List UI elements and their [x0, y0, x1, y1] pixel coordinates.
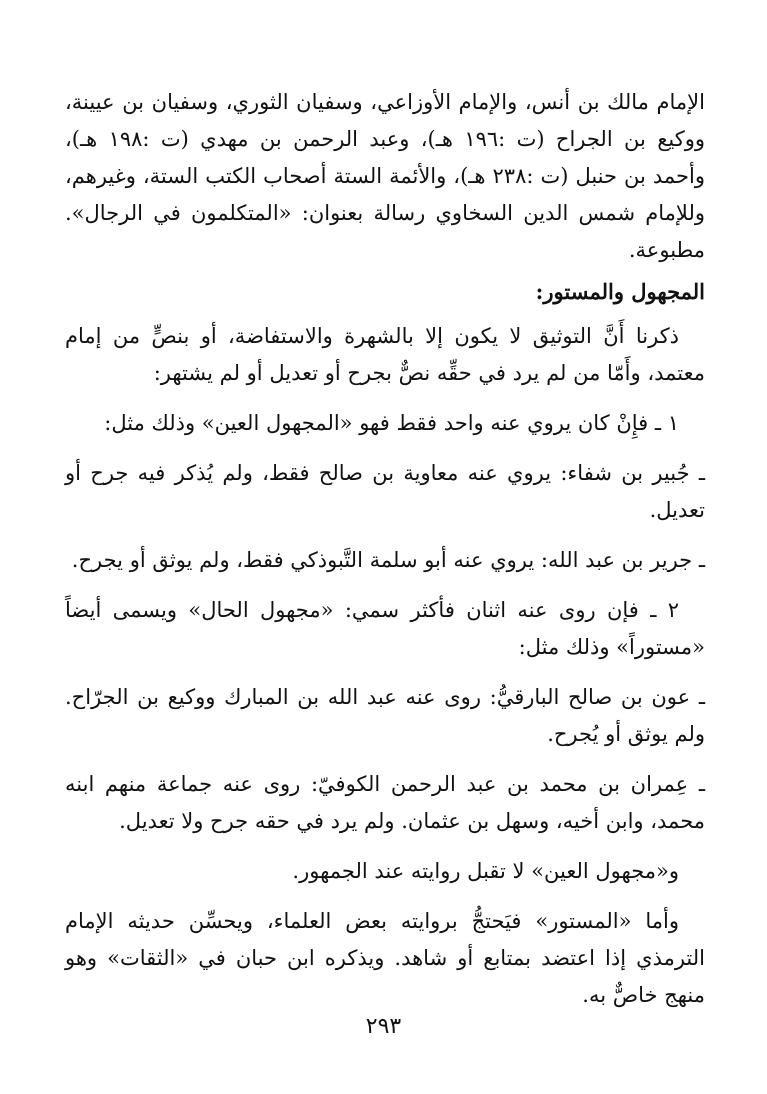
paragraph-ruling-majhul: و«مجهول العين» لا تقبل روايته عند الجمهور.: [292, 859, 679, 883]
page-body: [65, 84, 705, 1027]
example-awn: ـ عون بن صالح البارقيُّ: روى عنه عبد الله بن المبارك ووكيع بن الجرّاح. ولم يوثق أو يُجرح.: [65, 685, 705, 746]
section-heading-majhul-mastur: المجهول والمستور:: [535, 279, 705, 304]
example-jubayr: ـ جُبير بن شفاء: يروي عنه معاوية بن صالح فقط، ولم يُذكر فيه جرح أو تعديل.: [65, 461, 705, 522]
paragraph-majhul-al-ayn: ١ ـ فإِنْ كان يروي عنه واحد فقط فهو «المجهول العين» وذلك مثل:: [104, 411, 679, 435]
example-jarir: ـ جرير بن عبد الله: يروي عنه أبو سلمة التَّبوذكي فقط، ولم يوثق أو يجرح.: [71, 548, 705, 572]
paragraph-ruling-mastur: وأما «المستور» فيَحتجُّ بروايته بعض العلماء، ويحسِّن حديثه الإمام الترمذي إذا اعتضد بمتابع أو شاهد. ويذكره ابن حبان في «الثقات» وهو منهج خاصٌّ به.: [65, 909, 705, 1007]
page-number: ٢٩٣: [365, 1014, 402, 1039]
example-imran: ـ عِمران بن محمد بن عبد الرحمن الكوفيّ: روى عنه جماعة منهم ابنه محمد، وابن أخيه، وسهل بن عثمان. ولم يرد في حقه جرح ولا تعديل.: [65, 772, 705, 833]
paragraph-definition: ذكرنا أَنَّ التوثيق لا يكون إلا بالشهرة والاستفاضة، أو بنصٍّ من إمام معتمد، وأَمّا من لم يرد في حقِّه نصٌّ بجرح أو تعديل أو لم يشتهر:: [65, 324, 705, 385]
paragraph-scholars-list: الإمام مالك بن أنس، والإمام الأوزاعي، وسفيان الثوري، وسفيان بن عيينة، ووكيع بن الجراح (ت :١٩٦ هـ)، وعبد الرحمن بن مهدي (ت :١٩٨ هـ)، وأحمد بن حنبل (ت :٢٣٨ هـ)، والأئمة الستة أصحاب الكتب الستة، وغيرهم، وللإمام شمس الدين السخاوي رسالة بعنوان: «المتكلمون في الرجال». مطبوعة.: [65, 90, 706, 262]
paragraph-majhul-al-hal: ٢ ـ فإن روى عنه اثنان فأكثر سمي: «مجهول الحال» ويسمى أيضاً «مستوراً» وذلك مثل:: [65, 598, 705, 659]
